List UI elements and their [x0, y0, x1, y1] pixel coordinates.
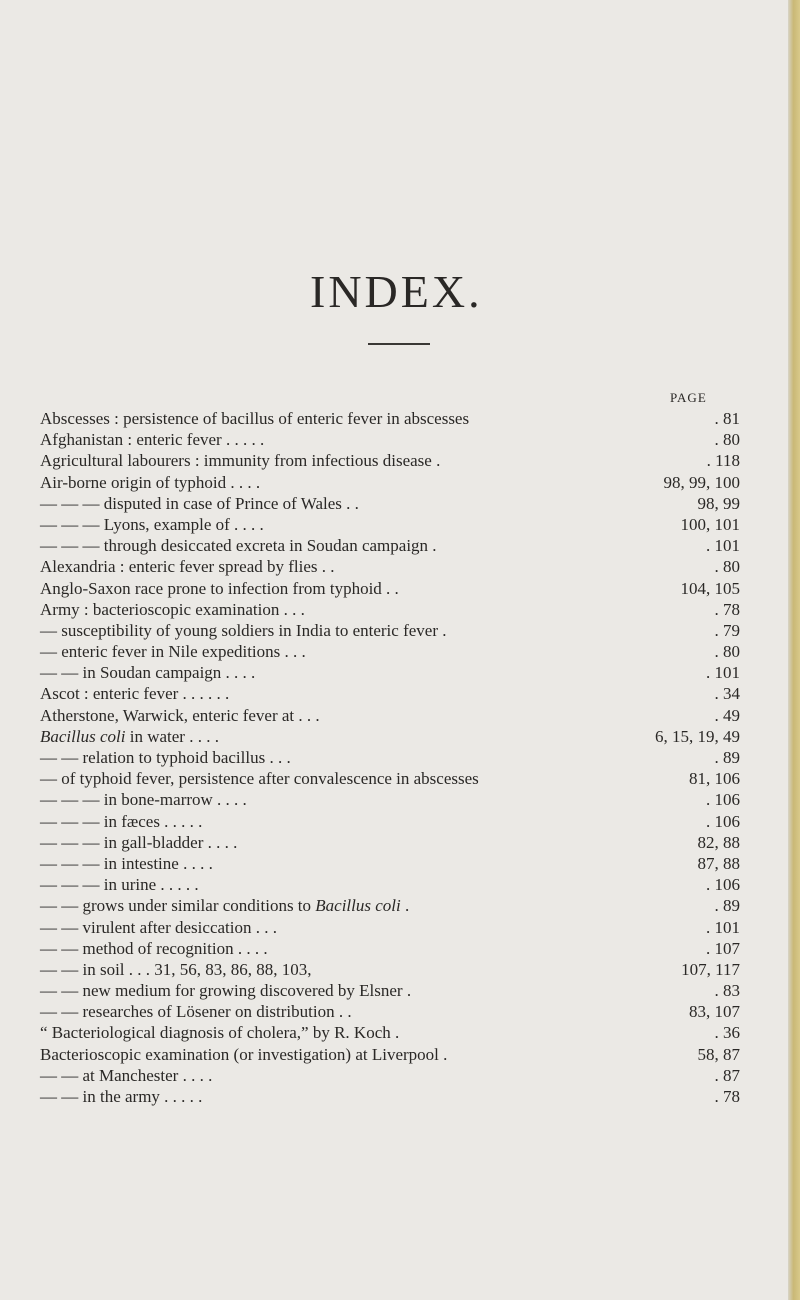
- index-entry: [40, 556, 740, 577]
- index-entry: [40, 683, 740, 704]
- entry-page-number: . 89: [714, 896, 740, 916]
- entry-italic-text: Bacillus coli: [40, 726, 126, 746]
- entry-main-text: Abscesses : persistence of bacillus of enteric fever in abscesses: [40, 409, 470, 428]
- entry-text: [40, 917, 277, 938]
- entry-text: [40, 535, 437, 556]
- entry-main-text: — — — in gall-bladder . . . .: [40, 832, 238, 852]
- page-edge: [788, 0, 800, 1300]
- entry-text: [40, 620, 447, 641]
- entry-page-number: . 118: [706, 451, 740, 471]
- entry-text: [40, 493, 359, 514]
- entry-main-text: — — — in bone-marrow . . . .: [40, 790, 247, 810]
- entry-page-number: . 79: [714, 620, 740, 640]
- entry-page-number: . 36: [714, 1023, 740, 1043]
- entry-main-text: — — in the army . . . . .: [40, 1087, 203, 1106]
- entry-text: [40, 1044, 447, 1065]
- entry-text: [40, 429, 264, 450]
- index-entry: [40, 789, 740, 810]
- entry-text: [40, 747, 291, 768]
- entry-main-text: — — — through desiccated excreta in Soudan campaign .: [40, 536, 437, 556]
- entry-text: [40, 578, 399, 599]
- index-entry: [40, 599, 740, 620]
- entry-page-number: . 106: [706, 875, 740, 895]
- entry-main-text: Afghanistan : enteric fever . . . . .: [40, 430, 265, 450]
- index-entry: [40, 917, 740, 938]
- entry-page-number: . 34: [714, 684, 740, 704]
- entry-text: [40, 959, 312, 980]
- entry-main-text: Army : bacterioscopic examination . . .: [40, 599, 305, 619]
- entry-text: [40, 768, 479, 789]
- entry-page-number: . 80: [714, 557, 740, 577]
- entry-page-number: 107, 117: [681, 959, 740, 979]
- entry-main-text: Alexandria : enteric fever spread by flies . .: [40, 557, 335, 577]
- index-entry: [40, 472, 740, 493]
- entry-text: [40, 789, 247, 810]
- entry-page-number: . 101: [706, 663, 740, 683]
- entry-page-number: . 89: [714, 748, 740, 767]
- entry-text: [40, 1001, 352, 1022]
- index-entry: [40, 535, 740, 556]
- index-entry: [40, 641, 740, 662]
- entry-page-number: . 101: [706, 917, 740, 937]
- index-entry: [40, 408, 740, 429]
- index-entry: [40, 429, 740, 450]
- index-entry: [40, 853, 740, 874]
- index-entry: [40, 1065, 740, 1086]
- entry-main-text: — — at Manchester . . . .: [40, 1065, 213, 1085]
- entry-text: [40, 705, 320, 726]
- entry-main-text: — — in soil . . . 31, 56, 83, 86, 88, 103,: [40, 959, 312, 979]
- entry-text: [40, 514, 264, 535]
- entry-main-text: — — researches of Lösener on distribution . .: [40, 1002, 352, 1022]
- entry-page-number: . 101: [706, 536, 740, 556]
- entry-text: [40, 683, 229, 704]
- entry-main-text: — enteric fever in Nile expeditions . . .: [40, 642, 306, 662]
- index-entry: [40, 493, 740, 514]
- entry-text: [40, 599, 305, 620]
- entry-text: [40, 1065, 212, 1086]
- index-entries: [40, 408, 740, 1107]
- entry-text: [40, 811, 202, 832]
- entry-page-number: . 106: [706, 790, 740, 810]
- entry-text: [40, 874, 199, 895]
- entry-page-number: 6, 15, 19, 49: [655, 726, 740, 746]
- entry-main-text: — — virulent after desiccation . . .: [40, 917, 277, 937]
- entry-page-number: 82, 88: [697, 832, 740, 852]
- index-entry: [40, 811, 740, 832]
- entry-main-text: — — method of recognition . . . .: [40, 938, 268, 958]
- index-entry: [40, 705, 740, 726]
- index-entry: [40, 726, 740, 747]
- index-title-text: INDEX.: [310, 266, 483, 317]
- entry-text: [40, 662, 255, 683]
- index-entry: [40, 959, 740, 980]
- entry-text: [40, 726, 219, 747]
- entry-page-number: . 83: [714, 981, 740, 1001]
- entry-main-text: — — new medium for growing discovered by Elsner .: [40, 981, 412, 1001]
- entry-page-number: 58, 87: [697, 1044, 740, 1064]
- entry-page-number: . 106: [706, 811, 740, 831]
- entry-page-number: 83, 107: [689, 1002, 740, 1022]
- index-entry: [40, 980, 740, 1001]
- entry-main-text: Bacterioscopic examination (or investigation) at Liverpool .: [40, 1044, 448, 1064]
- show-through-text: [60, 70, 320, 280]
- entry-page-number: . 80: [714, 642, 740, 662]
- entry-italic-text: Bacillus coli: [315, 896, 401, 916]
- entry-text: [40, 853, 213, 874]
- entry-main-text: — — — disputed in case of Prince of Wales . .: [40, 493, 359, 513]
- index-entry: [40, 450, 740, 471]
- entry-text: [40, 980, 411, 1001]
- entry-main-text: — — — Lyons, example of . . . .: [40, 514, 264, 534]
- entry-main-text: — — in Soudan campaign . . . .: [40, 663, 256, 683]
- entry-page-number: . 81: [714, 409, 740, 428]
- entry-text: [40, 472, 260, 493]
- index-entry: [40, 1022, 740, 1043]
- index-entry: [40, 1086, 740, 1107]
- entry-main-text: “ Bacteriological diagnosis of cholera,” by R. Koch .: [40, 1023, 400, 1043]
- index-entry: [40, 620, 740, 641]
- index-entry: [40, 938, 740, 959]
- entry-main-text: — — — in intestine . . . .: [40, 853, 213, 873]
- index-entry: [40, 662, 740, 683]
- entry-main-text: — — relation to typhoid bacillus . . .: [40, 748, 291, 767]
- entry-text: [40, 408, 469, 429]
- page-column-label: PAGE: [670, 390, 707, 405]
- entry-main-text: Anglo-Saxon race prone to infection from typhoid . .: [40, 578, 399, 598]
- entry-text: [40, 832, 237, 853]
- entry-text: [40, 1086, 202, 1107]
- index-entry: [40, 514, 740, 535]
- entry-main-text: — susceptibility of young soldiers in India to enteric fever .: [40, 620, 447, 640]
- entry-main-text: Ascot : enteric fever . . . . . .: [40, 684, 230, 704]
- entry-page-number: . 80: [714, 430, 740, 450]
- entry-page-number: 87, 88: [697, 853, 740, 873]
- index-entry: [40, 874, 740, 895]
- entry-main-text: Air-borne origin of typhoid . . . .: [40, 472, 261, 492]
- index-entry: [40, 578, 740, 599]
- index-entry: [40, 1001, 740, 1022]
- entry-tail-text: .: [400, 896, 410, 916]
- entry-main-text: Atherstone, Warwick, enteric fever at . . .: [40, 705, 320, 725]
- index-entry: [40, 747, 740, 768]
- title-rule: [368, 343, 430, 345]
- index-entry: [40, 832, 740, 853]
- index-entry: [40, 768, 740, 789]
- entry-text: [40, 1022, 399, 1043]
- entry-main-text: in water . . . .: [125, 726, 219, 746]
- entry-main-text: — — — in urine . . . . .: [40, 875, 199, 895]
- entry-text: [40, 450, 440, 471]
- entry-page-number: . 87: [714, 1065, 740, 1085]
- entry-text: [40, 895, 409, 916]
- entry-main-text: — of typhoid fever, persistence after convalescence in abscesses: [40, 769, 479, 789]
- entry-text: [40, 556, 335, 577]
- entry-page-number: 81, 106: [689, 769, 740, 789]
- entry-text: [40, 938, 268, 959]
- entry-page-number: . 78: [714, 1087, 740, 1106]
- entry-page-number: . 78: [714, 599, 740, 619]
- entry-page-number: 104, 105: [680, 578, 740, 598]
- entry-page-number: . 107: [706, 938, 740, 958]
- entry-main-text: Agricultural labourers : immunity from infectious disease .: [40, 451, 441, 471]
- entry-main-text: — — — in fæces . . . . .: [40, 811, 203, 831]
- entry-main-text: — — grows under similar conditions to: [40, 896, 316, 916]
- entry-page-number: 98, 99, 100: [663, 472, 740, 492]
- entry-page-number: . 49: [714, 705, 740, 725]
- entry-page-number: 100, 101: [680, 514, 740, 534]
- index-entry: [40, 895, 740, 916]
- index-entry: [40, 1044, 740, 1065]
- entry-page-number: 98, 99: [697, 493, 740, 513]
- entry-text: [40, 641, 306, 662]
